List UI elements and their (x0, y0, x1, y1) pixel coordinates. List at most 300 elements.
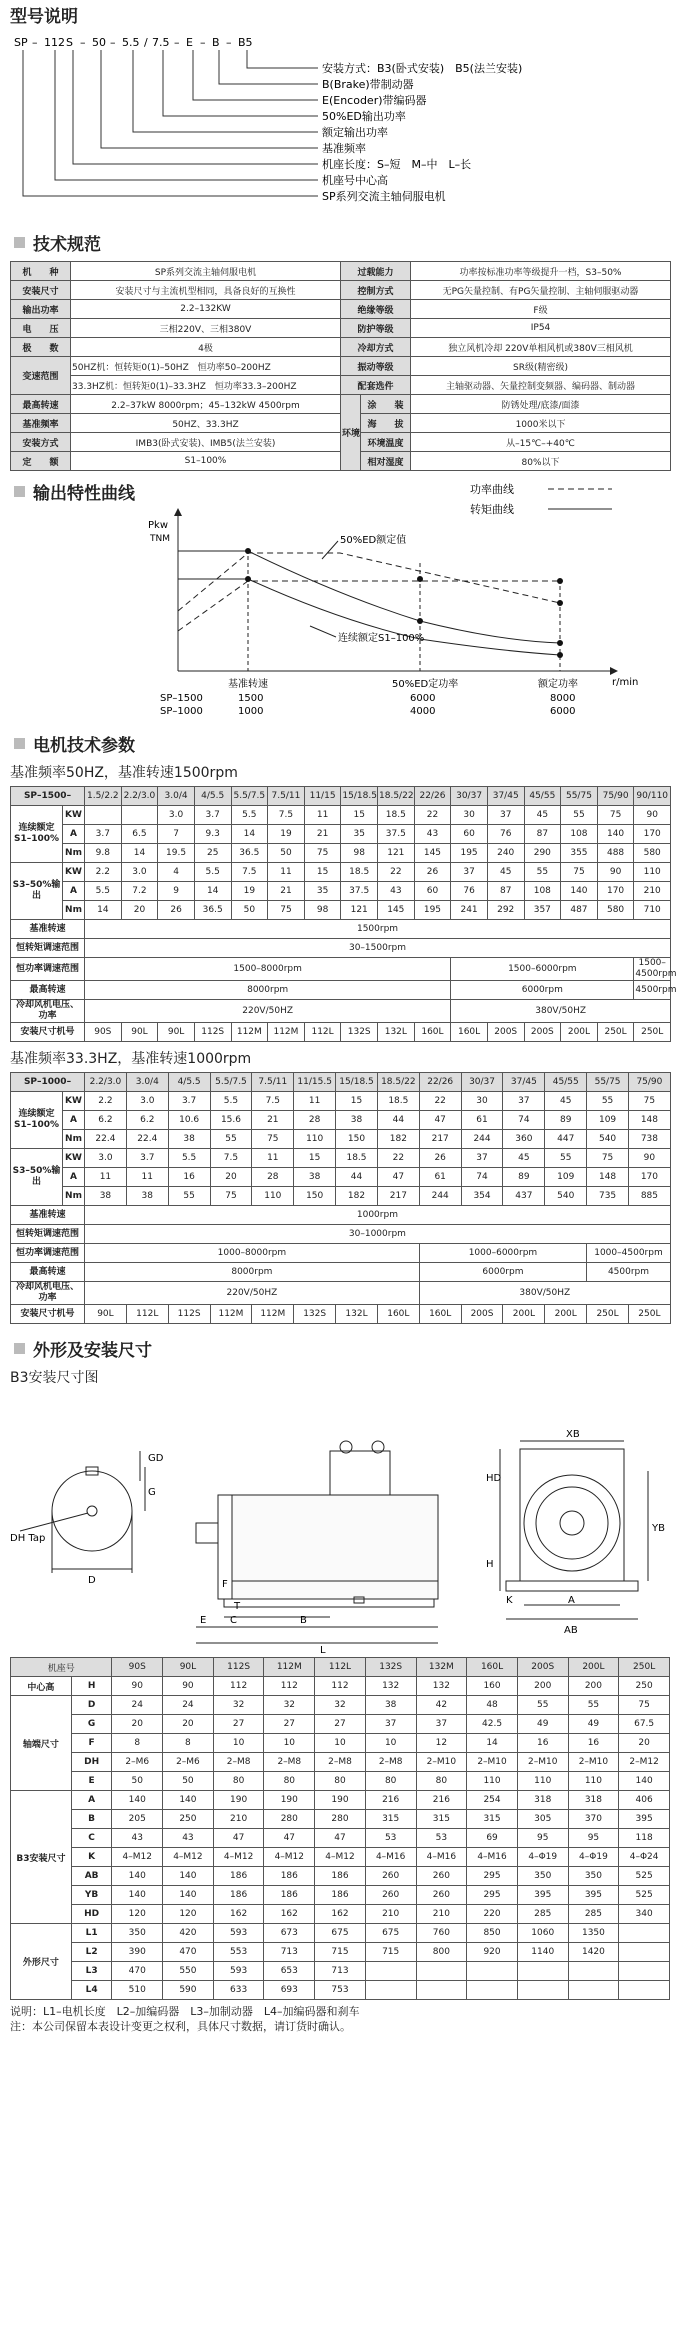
value-cell: 140 (163, 1791, 214, 1810)
value-cell: 350 (517, 1867, 568, 1886)
value-cell: 75 (561, 863, 598, 882)
value-cell: 633 (213, 1981, 264, 2000)
table-row (11, 1305, 671, 1324)
value-cell: 4 (158, 863, 195, 882)
value-cell: 38 (85, 1187, 127, 1206)
value-cell: 76 (487, 825, 524, 844)
value-cell: 250L (597, 1023, 634, 1042)
value-cell: 22 (378, 863, 415, 882)
value-cell: 6000rpm (419, 1263, 586, 1282)
value-cell: 49 (517, 1715, 568, 1734)
value-cell: 4–M12 (213, 1848, 264, 1867)
value-cell: 1140 (517, 1943, 568, 1962)
ann-s1: 连续额定S1–100% (338, 633, 425, 644)
dims-note-2: 注：本公司保留本表设计变更之权利，具体尺寸数据，请订货时确认。 (10, 2020, 351, 2033)
value-cell: 170 (628, 1168, 670, 1187)
value-cell: 108 (561, 825, 598, 844)
value-cell: 200 (517, 1677, 568, 1696)
value-cell: 53 (365, 1829, 416, 1848)
value-cell: 2–M10 (467, 1753, 518, 1772)
value-cell: 885 (628, 1187, 670, 1206)
header-cell: 55/75 (587, 1073, 629, 1092)
header-cell: 7.5/11 (252, 1073, 294, 1092)
value-cell: 315 (365, 1810, 416, 1829)
header-cell: 37/45 (503, 1073, 545, 1092)
square-icon (14, 738, 25, 749)
value-cell: 90 (628, 1149, 670, 1168)
value-cell: 210 (416, 1905, 467, 1924)
value-cell: 75 (268, 901, 305, 920)
value-cell: 7.5 (210, 1149, 252, 1168)
value-cell: 75 (252, 1130, 294, 1149)
value-cell: 4–Φ19 (517, 1848, 568, 1867)
value-cell: 10 (213, 1734, 264, 1753)
value-cell: 30 (461, 1092, 503, 1111)
value-cell: 1500–8000rpm (85, 958, 451, 981)
code-part-3: S (66, 36, 73, 49)
table-row (11, 882, 671, 901)
value-cell: 200L (545, 1305, 587, 1324)
code-part-2: 112 (44, 36, 65, 49)
value-cell: 370 (568, 1810, 619, 1829)
value-cell: 254 (467, 1791, 518, 1810)
value-cell: 89 (545, 1111, 587, 1130)
value-cell: 47 (264, 1829, 315, 1848)
spec-title: 技术规范 (33, 235, 101, 255)
unit-cell: B (71, 1810, 112, 1829)
value-cell: 90L (158, 1023, 195, 1042)
value-cell: 30–1000rpm (85, 1225, 671, 1244)
value-cell: 95 (568, 1829, 619, 1848)
value-cell: 80 (315, 1772, 366, 1791)
header-cell: 45/55 (524, 787, 561, 806)
model-title: 型号说明 (10, 7, 78, 27)
spec-value: 2.2–132KW (71, 300, 341, 319)
code-part-4: – (80, 36, 86, 49)
value-cell: 186 (264, 1886, 315, 1905)
value-cell (568, 1981, 619, 2000)
header-cell: 5.5/7.5 (231, 787, 268, 806)
value-cell: 4–M12 (264, 1848, 315, 1867)
spec-value: 无PG矢量控制、有PG矢量控制、主轴伺服驱动器 (411, 281, 671, 300)
value-cell: 18.5 (377, 1092, 419, 1111)
table-row (11, 1696, 670, 1715)
table-row (11, 1848, 670, 1867)
value-cell: 250 (163, 1810, 214, 1829)
value-cell: 38 (365, 1696, 416, 1715)
value-cell: 22 (419, 1092, 461, 1111)
code-part-8: / (144, 36, 148, 49)
value-cell: 210 (365, 1905, 416, 1924)
value-cell: 4–M12 (315, 1848, 366, 1867)
row-label: 基准转速 (11, 1206, 85, 1225)
value-cell: 540 (545, 1187, 587, 1206)
label-h: H (486, 1559, 494, 1570)
motor-sub-50: 基准频率50HZ，基准转速1500rpm (10, 765, 238, 781)
value-cell: 110 (467, 1772, 518, 1791)
row-label: 安装尺寸机号 (11, 1305, 85, 1324)
value-cell: 37.5 (378, 825, 415, 844)
value-cell: 195 (451, 844, 488, 863)
header-cell: 132S (365, 1658, 416, 1677)
value-cell: 112L (126, 1305, 168, 1324)
value-cell: 244 (419, 1187, 461, 1206)
motor-heading (14, 731, 680, 756)
header-cell: 45/55 (545, 1073, 587, 1092)
unit-cell: H (71, 1677, 112, 1696)
motor-title: 电机技术参数 (33, 736, 135, 756)
table-row (11, 1981, 670, 2000)
unit-cell: D (71, 1696, 112, 1715)
label-c: C (230, 1615, 237, 1626)
value-cell: 190 (264, 1791, 315, 1810)
value-cell: 7 (158, 825, 195, 844)
value-cell: 11 (126, 1168, 168, 1187)
header-cell: 18.5/22 (377, 1073, 419, 1092)
value-cell: 38 (336, 1111, 378, 1130)
value-cell: 170 (634, 825, 671, 844)
torque-curve-ed (178, 551, 560, 643)
value-cell: 75 (304, 844, 341, 863)
header-cell: 112M (264, 1658, 315, 1677)
value-cell: 3.7 (168, 1092, 210, 1111)
unit-cell: KW (63, 863, 85, 882)
table-row (11, 1734, 670, 1753)
value-cell: 241 (451, 901, 488, 920)
table-row (11, 981, 671, 1000)
value-cell: 10.6 (168, 1111, 210, 1130)
header-cell: 160L (467, 1658, 518, 1677)
value-cell: 69 (467, 1829, 518, 1848)
ann-ed-leader (322, 541, 338, 559)
value-cell: 240 (487, 844, 524, 863)
value-cell: 1420 (568, 1943, 619, 1962)
unit-cell: K (71, 1848, 112, 1867)
square-icon (14, 237, 25, 248)
value-cell (467, 1962, 518, 1981)
ann-s1-leader (310, 626, 336, 637)
spec-value: 独立风机冷却 220V单相风机或380V三相风机 (411, 338, 671, 357)
group-label: S3–50%输出 (11, 863, 63, 920)
value-cell: 110 (634, 863, 671, 882)
value-cell: 540 (587, 1130, 629, 1149)
unit-cell: Nm (63, 901, 85, 920)
table-row (11, 1282, 671, 1305)
spec-label: 相对湿度 (361, 452, 411, 471)
value-cell (365, 1962, 416, 1981)
table-row (11, 939, 671, 958)
value-cell: 10 (264, 1734, 315, 1753)
value-cell: 7.5 (252, 1092, 294, 1111)
value-cell: 87 (487, 882, 524, 901)
value-cell: 109 (545, 1168, 587, 1187)
value-cell: 305 (517, 1810, 568, 1829)
value-cell: 2.2 (85, 863, 122, 882)
value-cell: 110 (517, 1772, 568, 1791)
table-row (11, 1111, 671, 1130)
value-cell: 1000–4500rpm (587, 1244, 671, 1263)
table-header-row (11, 1658, 670, 1677)
value-cell: 140 (619, 1772, 670, 1791)
value-cell: 44 (377, 1111, 419, 1130)
code-part-14: – (226, 36, 232, 49)
value-cell: 10 (365, 1734, 416, 1753)
label-gd: GD (148, 1453, 164, 1464)
value-cell: 1500–6000rpm (451, 958, 634, 981)
value-cell: 26 (158, 901, 195, 920)
row1-v1: 4000 (410, 706, 436, 717)
code-part-9: 7.5 (152, 36, 170, 49)
table-row (11, 1753, 670, 1772)
value-cell: 260 (365, 1867, 416, 1886)
header-cell: 200S (517, 1658, 568, 1677)
spec-value: 从–15℃–+40℃ (411, 433, 671, 452)
code-part-7: 5.5 (122, 36, 140, 49)
value-cell (517, 1981, 568, 2000)
value-cell: 186 (315, 1886, 366, 1905)
spec-label: 电 压 (11, 319, 71, 338)
value-cell: 132S (294, 1305, 336, 1324)
table-row (11, 1715, 670, 1734)
value-cell: 280 (315, 1810, 366, 1829)
value-cell: 3.0 (85, 1149, 127, 1168)
value-cell: 4–M12 (163, 1848, 214, 1867)
value-cell: 20 (112, 1715, 163, 1734)
square-icon (14, 1343, 25, 1354)
header-cell: 4/5.5 (168, 1073, 210, 1092)
value-cell: 753 (315, 1981, 366, 2000)
value-cell: 4500rpm (634, 981, 671, 1000)
table-row (11, 844, 671, 863)
value-cell: 580 (597, 901, 634, 920)
group-label: B3安装尺寸 (11, 1791, 72, 1924)
value-cell: 37 (365, 1715, 416, 1734)
label-ab: AB (564, 1625, 578, 1636)
value-cell: 340 (619, 1905, 670, 1924)
value-cell: 525 (619, 1886, 670, 1905)
value-cell: 162 (213, 1905, 264, 1924)
row1-label: SP–1000 (160, 706, 203, 717)
table-row (11, 1810, 670, 1829)
env-label: 环境 (341, 395, 361, 471)
spec-value: 安装尺寸与主流机型相同，具备良好的互换性 (71, 281, 341, 300)
value-cell: 8 (163, 1734, 214, 1753)
value-cell: 35 (341, 825, 378, 844)
row-label: 恒转矩调速范围 (11, 939, 85, 958)
table-row (11, 1244, 671, 1263)
row-label: 最高转速 (11, 981, 85, 1000)
value-cell: 110 (568, 1772, 619, 1791)
unit-cell: A (71, 1791, 112, 1810)
spec-value: 1000米以下 (411, 414, 671, 433)
motor-table-33 (10, 1072, 671, 1324)
value-cell: 470 (163, 1943, 214, 1962)
value-cell: 98 (304, 901, 341, 920)
value-cell: 30–1500rpm (85, 939, 671, 958)
value-cell: 170 (597, 882, 634, 901)
value-cell: 132S (341, 1023, 378, 1042)
value-cell: 8 (112, 1734, 163, 1753)
value-cell: 6.2 (85, 1111, 127, 1130)
unit-cell: Nm (63, 1187, 85, 1206)
header-cell: 37/45 (487, 787, 524, 806)
value-cell: 2–M10 (517, 1753, 568, 1772)
value-cell: 380V/50HZ (451, 1000, 671, 1023)
value-cell: 200L (503, 1305, 545, 1324)
model-legend-2: E(Encoder)带编码器 (322, 94, 427, 107)
value-cell: 220V/50HZ (85, 1000, 451, 1023)
table-row (11, 1130, 671, 1149)
value-cell: 150 (336, 1130, 378, 1149)
value-cell: 593 (213, 1924, 264, 1943)
value-cell (121, 806, 158, 825)
spec-value: SR级(精密级) (411, 357, 671, 376)
spec-label: 变速范围 (11, 357, 71, 395)
value-cell: 42 (416, 1696, 467, 1715)
spec-value: 80%以下 (411, 452, 671, 471)
value-cell: 145 (378, 901, 415, 920)
value-cell: 74 (503, 1111, 545, 1130)
header-cell: 90S (112, 1658, 163, 1677)
table-row (11, 1149, 671, 1168)
spec-value: 50HZ、33.3HZ (71, 414, 341, 433)
header-cell: 1.5/2.2 (85, 787, 122, 806)
value-cell: 210 (213, 1810, 264, 1829)
dims-sub: B3安装尺寸图 (10, 1370, 99, 1386)
value-cell: 120 (163, 1905, 214, 1924)
value-cell: 43 (378, 882, 415, 901)
value-cell: 11 (304, 806, 341, 825)
value-cell: 470 (112, 1962, 163, 1981)
value-cell: 160L (377, 1305, 419, 1324)
table-header-row (11, 787, 671, 806)
value-cell: 80 (416, 1772, 467, 1791)
label-b: B (300, 1615, 307, 1626)
value-cell: 26 (414, 863, 451, 882)
header-cell: 22/26 (414, 787, 451, 806)
curve-title: 输出特性曲线 (33, 484, 135, 504)
value-cell (416, 1962, 467, 1981)
value-cell: 55 (210, 1130, 252, 1149)
value-cell (619, 1943, 670, 1962)
value-cell: 112M (231, 1023, 268, 1042)
value-cell: 42.5 (467, 1715, 518, 1734)
value-cell: 47 (315, 1829, 366, 1848)
value-cell: 38 (168, 1130, 210, 1149)
value-cell: 112L (304, 1023, 341, 1042)
header-cell: 112S (213, 1658, 264, 1677)
value-cell: 19 (268, 825, 305, 844)
value-cell: 37 (487, 806, 524, 825)
value-cell: 210 (634, 882, 671, 901)
row-label: 冷却风机电压、功率 (11, 1000, 85, 1023)
value-cell (619, 1962, 670, 1981)
value-cell: 3.0 (126, 1092, 168, 1111)
header-cell: 75/90 (597, 787, 634, 806)
spec-label: 安装尺寸 (11, 281, 71, 300)
spec-label: 控制方式 (341, 281, 411, 300)
spec-label: 环境温度 (361, 433, 411, 452)
value-cell: 18.5 (336, 1149, 378, 1168)
spec-row (11, 300, 671, 319)
value-cell: 32 (264, 1696, 315, 1715)
value-cell: 190 (213, 1791, 264, 1810)
value-cell: 90 (163, 1677, 214, 1696)
value-cell: 35 (304, 882, 341, 901)
value-cell: 11 (252, 1149, 294, 1168)
value-cell: 50 (112, 1772, 163, 1791)
value-cell: 9.3 (194, 825, 231, 844)
unit-cell: L1 (71, 1924, 112, 1943)
row-label: 安装尺寸机号 (11, 1023, 85, 1042)
value-cell: 216 (365, 1791, 416, 1810)
value-cell: 48 (467, 1696, 518, 1715)
header-cell: 机座号 (11, 1658, 112, 1677)
model-legend-5: 基准频率 (322, 142, 366, 155)
value-cell: 200S (524, 1023, 561, 1042)
value-cell: 593 (213, 1962, 264, 1981)
value-cell: 55 (545, 1149, 587, 1168)
value-cell: 550 (163, 1962, 214, 1981)
spec-heading (14, 230, 680, 255)
value-cell: 80 (213, 1772, 264, 1791)
value-cell: 280 (264, 1810, 315, 1829)
row-label: 恒功率调速范围 (11, 958, 85, 981)
value-cell: 50 (231, 901, 268, 920)
table-row (11, 1023, 671, 1042)
value-cell: 525 (619, 1867, 670, 1886)
spec-value: S1–100% (71, 452, 341, 471)
legend-power-label: 功率曲线 (470, 483, 514, 496)
header-cell: 5.5/7.5 (210, 1073, 252, 1092)
code-part-5: 50 (92, 36, 106, 49)
header-cell: 3.0/4 (126, 1073, 168, 1092)
value-cell: 18.5 (378, 806, 415, 825)
spec-value: SP系列交流主轴伺服电机 (71, 262, 341, 281)
value-cell: 19 (231, 882, 268, 901)
value-cell: 160L (419, 1305, 461, 1324)
spec-value: IP54 (411, 319, 671, 338)
value-cell: 675 (365, 1924, 416, 1943)
value-cell: 260 (416, 1886, 467, 1905)
unit-cell: L3 (71, 1962, 112, 1981)
value-cell: 38 (294, 1168, 336, 1187)
value-cell: 148 (628, 1111, 670, 1130)
spec-row (11, 395, 671, 414)
value-cell: 162 (264, 1905, 315, 1924)
value-cell: 50 (268, 844, 305, 863)
value-cell: 2–M8 (213, 1753, 264, 1772)
row-label: 恒功率调速范围 (11, 1244, 85, 1263)
value-cell: 160L (451, 1023, 488, 1042)
value-cell (568, 1962, 619, 1981)
value-cell: 395 (517, 1886, 568, 1905)
value-cell: 250L (628, 1305, 670, 1324)
unit-cell: AB (71, 1867, 112, 1886)
header-cell: 132M (416, 1658, 467, 1677)
value-cell: 5.5 (168, 1149, 210, 1168)
table-row (11, 1772, 670, 1791)
value-cell: 140 (163, 1867, 214, 1886)
unit-cell: KW (63, 1149, 85, 1168)
header-cell: 15/18.5 (336, 1073, 378, 1092)
value-cell: 186 (213, 1886, 264, 1905)
value-cell: 16 (168, 1168, 210, 1187)
value-cell: 186 (264, 1867, 315, 1886)
x-axis-arrow (610, 667, 618, 675)
value-cell: 132 (365, 1677, 416, 1696)
value-cell: 75 (597, 806, 634, 825)
